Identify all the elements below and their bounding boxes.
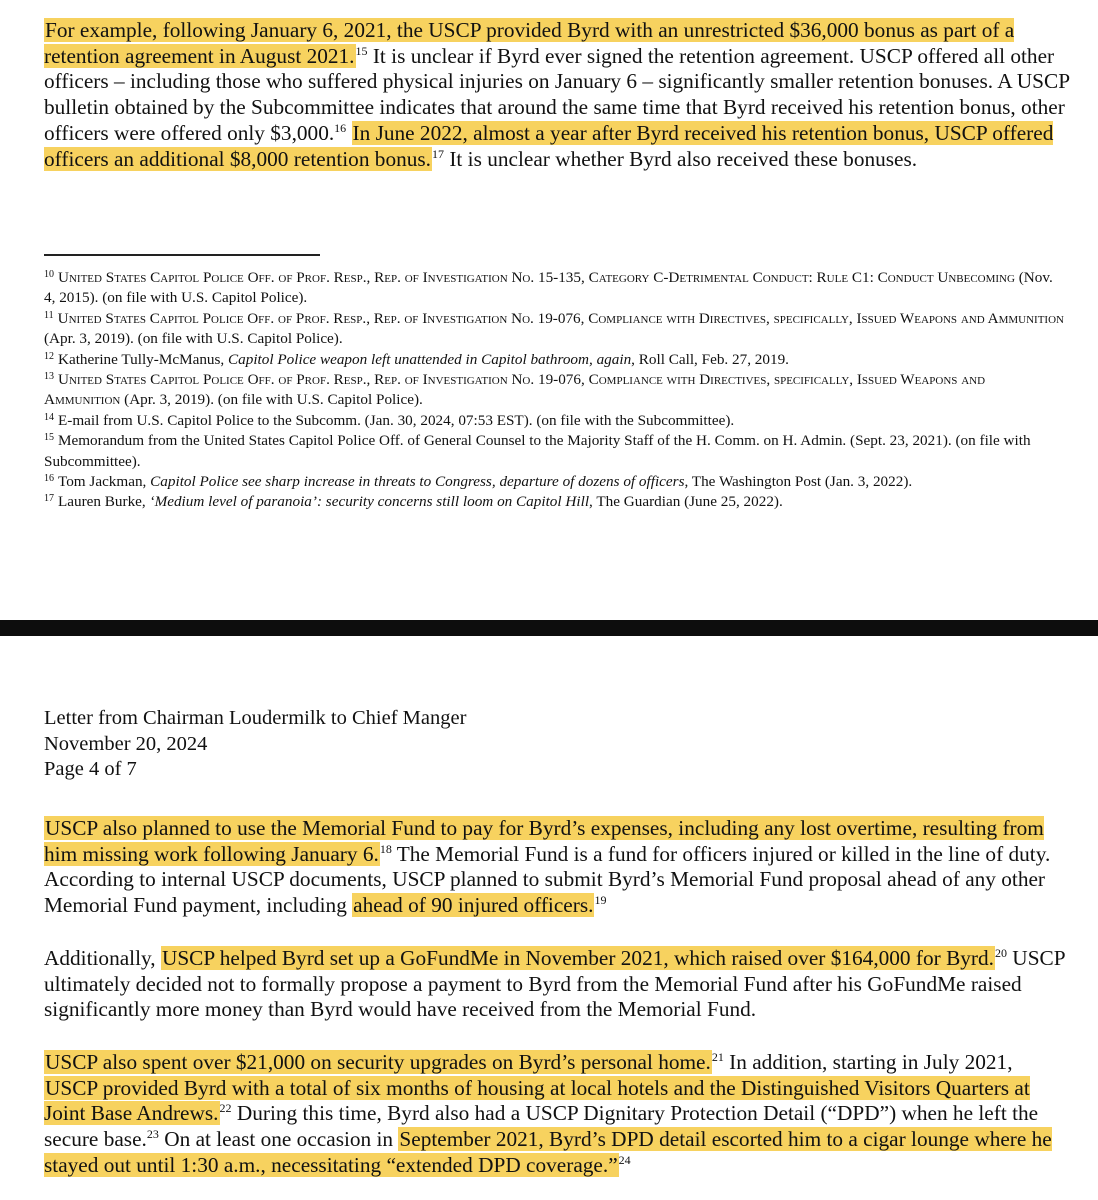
letter-title: Letter from Chairman Loudermilk to Chief Manger xyxy=(44,707,467,729)
page-bottom xyxy=(0,636,1098,1200)
memorial-fund-paragraph: USCP also planned to use the Memorial Fund to pay for Byrd’s expenses, including any lost overtime, resulting from him missing work following January 6.18 The Memorial Fund is a fund for officers injured or killed in the line of duty. According to internal USCP documents, USCP planned to submit Byrd’s Memorial Fund proposal ahead of any other Memorial Fund payment, including ahead of 90 injured officers.$^{19}$ xyxy=(44,816,1051,918)
footnote-16: $^{16}$ Tom Jackman, Capitol Police see sharp increase in threats to Congress, departure of dozens of officers, The Washington Post (Jan. 3, 2022). xyxy=(44,473,913,491)
gofundme-paragraph: Additionally, USCP helped Byrd set up a GoFundMe in November 2021, which raised over $164,000 for Byrd.$^{20}$ USCP ultimately decided not to formally propose a payment to Byrd from the Memorial Fund after his GoFundMe raised significantly more money than Byrd would have received from the Memorial Fund. xyxy=(44,946,1065,1022)
footnote-12: $^{12}$ Katherine Tully-McManus, Capitol Police weapon left unattended in Capitol bathroom, again, Roll Call, Feb. 27, 2019. xyxy=(44,350,789,368)
footnote-ref[interactable]: 22 xyxy=(219,1101,232,1116)
footnote-ref[interactable]: 23 xyxy=(146,1127,159,1142)
footnote-ref[interactable]: 24 xyxy=(618,1152,631,1167)
highlight: USCP also spent over $21,000 on security upgrades on Byrd’s personal home. xyxy=(45,1050,711,1074)
letter-header xyxy=(44,706,466,783)
footnote-11: $^{11}$ United States Capitol Police Off. of Prof. Resp., Rep. of Investigation No. 19-076, Compliance with Directives, specifically, Issued Weapons and Ammunition (Apr. 3, 2019). (on file with U.S. Capitol Police). xyxy=(44,309,1064,348)
footnote-ref[interactable]: 16 xyxy=(334,120,347,135)
footnote-15: $^{15}$ Memorandum from the United States Capitol Police Off. of General Counsel to the Majority Staff of the H. Comm. on H. Admin. (Sept. 23, 2021). (on file with Subcommittee). xyxy=(44,432,1031,470)
footnote-ref[interactable]: 19 xyxy=(594,893,607,908)
page-number: Page 4 of 7 xyxy=(44,758,137,780)
highlight: USCP helped Byrd set up a GoFundMe in November 2021, which raised over $164,000 for Byrd. xyxy=(161,946,994,970)
footnote-ref[interactable]: 15 xyxy=(355,43,368,58)
highlight: USCP provided Byrd with a total of six months of housing at local hotels and the Distinguished Visitors Quarters at Joint Base Andrews. xyxy=(44,1075,1030,1126)
footnote-ref[interactable]: 20 xyxy=(994,946,1007,960)
footnotes xyxy=(44,268,1064,513)
highlight: ahead of 90 injured officers. xyxy=(353,893,594,918)
security-housing-paragraph: USCP also spent over $21,000 on security upgrades on Byrd’s personal home.$^{21}$ In addition, starting in July 2021, USCP provided Byrd with a total of six months of housing at local hotels and the Distinguished Visitors Quarters at Joint Base Andrews.$^{22}$ During this time, Byrd also had a USCP Dignitary Protection Detail (“DPD”) when he left the secure base.$^{23}$ On at least one occasion in September 2021, Byrd’s DPD detail escorted him to a cigar lounge where he stayed out until 1:30 a.m., necessitating “extended DPD coverage.”$^{24}$ xyxy=(44,1050,1052,1177)
footnote-ref[interactable]: 18 xyxy=(379,841,392,856)
footnote-ref[interactable]: 21 xyxy=(711,1050,724,1064)
footnote-17: $^{17}$ Lauren Burke, ‘Medium level of paranoia’: security concerns still loom on Capitol Hill, The Guardian (June 25, 2022). xyxy=(44,493,783,511)
page-separator xyxy=(0,620,1098,636)
footnote-14: $^{14}$ E-mail from U.S. Capitol Police to the Subcomm. (Jan. 30, 2024, 07:53 EST). (on file with the Subcommittee). xyxy=(44,411,735,429)
footnote-10: $^{10}$ United States Capitol Police Off. of Prof. Resp., Rep. of Investigation No. 15-135, Category C-Detrimental Conduct: Rule C1: Conduct Unbecoming (Nov. 4, 2015). (on file with U.S. Capitol Police). xyxy=(44,269,1053,307)
letter-date: November 20, 2024 xyxy=(44,732,208,755)
retention-bonus-paragraph: For example, following January 6, 2021, the USCP provided Byrd with an unrestricted $36,000 bonus as part of a retention agreement in August 2021.15 It is unclear if Byrd ever signed the retention agreement. USCP offered all other officers – including those who suffered physical injuries on January 6 – significantly smaller retention bonuses. A USCP bulletin obtained by the Subcommittee indicates that around the same time that Byrd received his retention bonus, other officers were offered only $3,000.16 In June 2022, almost a year after Byrd received his retention bonus, USCP offered officers an additional $8,000 retention bonus.$^{17}$ It is unclear whether Byrd also received these bonuses. xyxy=(44,18,1070,171)
highlight: USCP also planned to use the Memorial Fund to pay for Byrd’s expenses, including any lost overtime, resulting from him missing work following January 6. xyxy=(44,816,1044,866)
footnote-13: $^{13}$ United States Capitol Police Off. of Prof. Resp., Rep. of Investigation No. 19-076, Compliance with Directives, specifically, Issued Weapons and Ammunition (Apr. 3, 2019). (on file with U.S. Capitol Police). xyxy=(44,371,986,409)
footnote-ref[interactable]: 17 xyxy=(432,146,445,161)
highlight: In June 2022, almost a year after Byrd received his retention bonus, USCP offered officers an additional $8,000 retention bonus. xyxy=(44,120,1054,171)
highlight: For example, following January 6, 2021, the USCP provided Byrd with an unrestricted $36,000 bonus as part of a retention agreement in August 2021. xyxy=(44,18,1015,68)
highlight: September 2021, Byrd’s DPD detail escorted him to a cigar lounge where he stayed out until 1:30 a.m., necessitating “extended DPD coverage.” xyxy=(44,1127,1052,1177)
footnote-divider xyxy=(44,254,320,256)
